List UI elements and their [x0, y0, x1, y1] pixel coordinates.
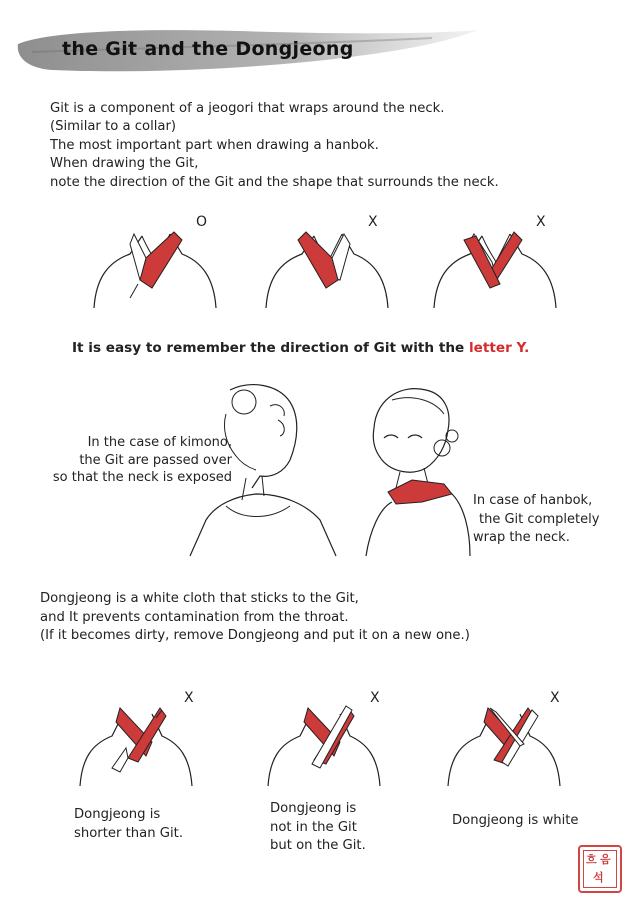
dongjeong-figure-1	[76, 698, 196, 788]
caption	[452, 812, 579, 831]
kimono-note	[8, 434, 232, 487]
intro-line: The most important part when drawing a hanbok.	[50, 137, 379, 153]
caption-line: shorter than Git.	[74, 825, 184, 841]
artist-seal: 흐 음 석	[578, 845, 622, 893]
y-message-text: It is easy to remember the direction of Git with the	[72, 340, 469, 356]
caption	[270, 800, 366, 856]
intro-line: Git is a component of a jeogori that wraps around the neck.	[50, 101, 445, 116]
dongjeong-line: and It prevents contamination from the throat.	[40, 609, 349, 625]
collar-figure-wrong-2	[430, 218, 560, 310]
kimono-note-line: In the case of kimono,	[87, 435, 232, 450]
y-message-highlight: letter Y.	[468, 340, 530, 356]
dongjeong-figure-3	[444, 698, 564, 788]
dongjeong-figure-2	[264, 698, 384, 788]
intro-text	[50, 100, 499, 192]
caption	[74, 806, 183, 843]
caption-line: Dongjeong is	[270, 801, 357, 816]
dongjeong-line: (If it becomes dirty, remove Dongjeong and put it on a new one.)	[40, 628, 470, 643]
hanbok-figure	[352, 380, 482, 560]
hanbok-note-line: In case of hanbok,	[473, 493, 593, 508]
kimono-note-line: the Git are passed over	[79, 452, 232, 468]
wrong-mark: X	[536, 214, 546, 230]
intro-line: (Similar to a collar)	[50, 119, 177, 135]
wrong-mark: X	[370, 690, 380, 706]
hanbok-note-line: the Git completely	[479, 511, 600, 527]
wrong-mark: X	[550, 690, 560, 706]
page-title: the Git and the Dongjeong	[62, 38, 354, 60]
hanbok-note	[473, 492, 599, 548]
caption-line: not in the Git	[270, 819, 357, 835]
dongjeong-text	[40, 590, 470, 646]
caption-line: but on the Git.	[270, 838, 366, 853]
wrong-mark: X	[184, 690, 194, 706]
caption-line: Dongjeong is white	[452, 813, 579, 828]
kimono-note-line: so that the neck is exposed	[52, 470, 232, 485]
caption-line: Dongjeong is	[74, 807, 161, 822]
correct-mark: O	[196, 214, 208, 230]
hanbok-note-line: wrap the neck.	[473, 530, 570, 545]
intro-line: When drawing the Git,	[50, 156, 199, 172]
collar-figure-correct	[90, 218, 220, 310]
intro-line: note the direction of the Git and the shape that surrounds the neck.	[50, 174, 499, 190]
dongjeong-line: Dongjeong is a white cloth that sticks to the Git,	[40, 591, 359, 606]
collar-figure-wrong-1	[262, 218, 392, 310]
y-message	[72, 340, 529, 356]
wrong-mark: X	[368, 214, 378, 230]
